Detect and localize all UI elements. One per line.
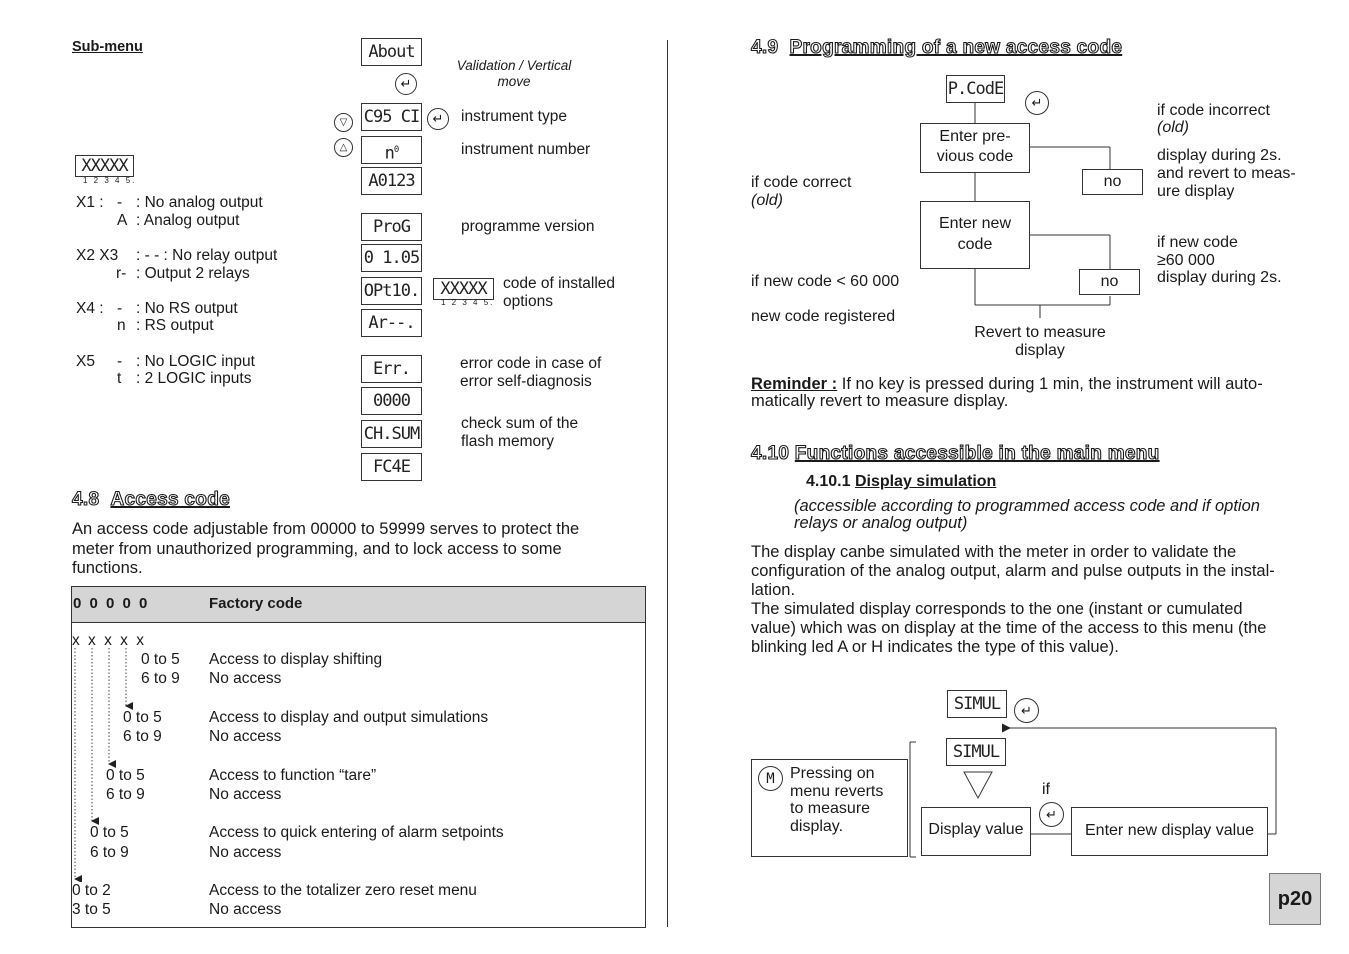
x23-b: r- (116, 265, 127, 282)
enter-previous-code-1: Enter pre- (939, 128, 1011, 145)
row3-range-1: 0 to 5 (106, 767, 145, 784)
row5-range-2: 3 to 5 (72, 901, 111, 918)
row1-desc-2: No access (209, 670, 282, 687)
err-desc-1: error code in case of (460, 355, 602, 372)
enter-key-icon: ↵ (1039, 802, 1064, 827)
section-410-body-3: lation. (751, 581, 796, 599)
lcd-ar: Ar--. (361, 309, 422, 337)
section-410-body-2: configuration of the analog output, alarm and pulse outputs in the instal- (751, 562, 1275, 580)
display-2s-2: and revert to meas- (1157, 165, 1296, 182)
row1-range-1: 0 to 5 (141, 651, 180, 668)
legend-code: XXXXX (75, 155, 134, 177)
enter-key-icon: ↵ (395, 73, 417, 95)
enter-new-code-2: code (957, 236, 993, 253)
if-new-ge-2: ≥60 000 (1157, 252, 1215, 269)
x1-b: A (117, 212, 128, 229)
lcd-instrument-number: $n^0$ (361, 136, 422, 164)
row4-range-1: 0 to 5 (90, 824, 129, 841)
lcd-zeros: 0000 (361, 387, 422, 415)
up-key-icon: △ (334, 138, 353, 157)
pressing-1: Pressing on (790, 765, 875, 782)
row4-desc-2: No access (209, 844, 282, 861)
enter-new-display-label: Enter new display value (1085, 822, 1254, 839)
display-value-label: Display value (928, 821, 1024, 838)
digit-marks: x x x x x (72, 632, 145, 649)
row5-desc-2: No access (209, 901, 282, 918)
old-2: (old) (751, 192, 784, 209)
section-410-body-5: value) which was on display at the time of the access to this menu (the (751, 619, 1267, 637)
lcd-instrument-type: C95 CI (361, 103, 422, 131)
row3-desc-1: Access to function “tare” (209, 767, 377, 784)
x1-b-desc: : Analog output (136, 212, 240, 229)
table-header-code: 0 0 0 0 0 (73, 595, 149, 612)
no-label-2: no (1100, 273, 1119, 290)
section-4101-note-1: (accessible according to programmed access code and if option (794, 497, 1260, 515)
options-digits: 1 2 3 4 5. (441, 298, 495, 307)
enter-new-code-1: Enter new (938, 215, 1012, 232)
instrument-type-label: instrument type (461, 108, 567, 125)
table-header (72, 587, 645, 623)
err-desc-2: error self-diagnosis (460, 373, 592, 390)
chsum-desc-1: check sum of the (461, 415, 579, 432)
row4-range-2: 6 to 9 (90, 844, 129, 861)
down-key-icon: ▽ (334, 113, 353, 132)
new-code-registered: new code registered (751, 308, 896, 325)
lcd-chsum: CH.SUM (361, 420, 422, 448)
section-48-body-1: An access code adjustable from 00000 to 59999 serves to protect the (72, 520, 580, 538)
section-4101-note-2: relays or analog output) (794, 514, 968, 532)
lcd-options: OPt10. (361, 277, 422, 305)
table-header-desc: Factory code (209, 595, 303, 612)
x23-a-desc: : - - : No relay output (136, 247, 278, 264)
pressing-3: to measure (790, 800, 871, 817)
enter-previous-code-2: vious code (936, 148, 1014, 165)
pressing-4: display. (790, 818, 844, 835)
section-49-heading: 4.9 Programming of a new access code (751, 37, 1123, 58)
no-label-1: no (1103, 173, 1122, 190)
x5-a: - (117, 353, 123, 370)
page-number-badge: p20 (1269, 873, 1321, 925)
row2-range-1: 0 to 5 (123, 709, 162, 726)
section-410-body-4: The simulated display corresponds to the one (instant or cumulated (751, 600, 1243, 618)
lcd-simul-2: SIMUL (946, 738, 1006, 766)
validation-note: Validation / Vertical move (456, 58, 572, 89)
revert-1: Revert to measure (974, 324, 1106, 341)
options-desc-2: options (503, 293, 553, 310)
lcd-err: Err. (361, 355, 422, 383)
revert-2: display (1015, 342, 1065, 359)
display-2s-1: display during 2s. (1157, 147, 1282, 164)
m-key-icon: M (758, 766, 783, 791)
if-label: if (1042, 781, 1050, 798)
x1-a: - (117, 194, 123, 211)
row5-desc-1: Access to the totalizer zero reset menu (209, 882, 477, 899)
x5-a-desc: : No LOGIC input (136, 353, 255, 370)
submenu-title: Sub-menu (72, 39, 143, 55)
x5-b: t (117, 370, 122, 387)
instrument-number-label: instrument number (461, 141, 591, 158)
page-divider (667, 40, 668, 927)
x23-b-desc: : Output 2 relays (136, 265, 250, 282)
section-48-heading: 4.8 Access code (72, 489, 230, 510)
x5-label: X5 (76, 353, 95, 370)
enter-key-icon: ↵ (1025, 91, 1049, 115)
lcd-version: 0 1.05 (361, 244, 422, 272)
if-code-correct: if code correct (751, 174, 852, 191)
row3-range-2: 6 to 9 (106, 786, 145, 803)
x4-label: X4 : (76, 300, 104, 317)
x4-a-desc: : No RS output (136, 300, 238, 317)
row1-range-2: 6 to 9 (141, 670, 180, 687)
display-2s-3: ure display (1157, 183, 1235, 200)
lcd-fc4e: FC4E (361, 453, 422, 481)
enter-new-code-box (920, 201, 1030, 269)
legend-digits: 1 2 3 4 5. (83, 176, 137, 185)
options-code: XXXXX (433, 278, 494, 300)
lcd-pcode: P.CodE (946, 75, 1005, 103)
programme-version-label: programme version (461, 218, 595, 235)
section-48-body-3: functions. (72, 559, 143, 577)
lcd-simul-1: SIMUL (947, 690, 1007, 718)
row3-desc-2: No access (209, 786, 282, 803)
options-desc-1: code of installed (503, 275, 616, 292)
chsum-desc-2: flash memory (461, 433, 555, 450)
reminder-1: Reminder : If no key is pressed during 1 min, the instrument will auto- (751, 375, 1263, 393)
lcd-prog: ProG (361, 213, 422, 241)
row2-range-2: 6 to 9 (123, 728, 162, 745)
if-new-lt: if new code < 60 000 (751, 273, 900, 290)
row5-range-1: 0 to 2 (72, 882, 111, 899)
if-code-incorrect: if code incorrect (1157, 102, 1270, 119)
reminder-2: matically revert to measure display. (751, 392, 1009, 410)
x23-label: X2 X3 (76, 247, 119, 264)
x1-a-desc: : No analog output (136, 194, 263, 211)
section-48-body-2: meter from unauthorized programming, and to lock access to some (72, 539, 562, 558)
x4-b-desc: : RS output (136, 317, 214, 334)
x4-a: - (117, 300, 123, 317)
if-new-ge-1: if new code (1157, 234, 1238, 251)
x4-b: n (117, 317, 126, 334)
section-410-body-6: blinking led A or H indicates the type of this value). (751, 638, 1119, 656)
row2-desc-2: No access (209, 728, 282, 745)
if-new-ge-3: display during 2s. (1157, 269, 1282, 286)
row2-desc-1: Access to display and output simulations (209, 709, 489, 726)
enter-key-icon: ↵ (427, 108, 449, 130)
lcd-about: About (361, 38, 422, 66)
lcd-a0123: A0123 (361, 167, 422, 195)
row4-desc-1: Access to quick entering of alarm setpoints (209, 824, 504, 841)
section-4101-heading: 4.10.1 Display simulation (806, 473, 997, 490)
access-code-table (71, 586, 646, 928)
pressing-2: menu reverts (790, 783, 884, 800)
old-1: (old) (1157, 119, 1190, 136)
x1-label: X1 : (76, 194, 104, 211)
section-410-heading: 4.10 Functions accessible in the main menu (751, 443, 1160, 464)
x5-b-desc: : 2 LOGIC inputs (136, 370, 252, 387)
enter-key-icon: ↵ (1014, 698, 1039, 723)
section-410-body-1: The display canbe simulated with the meter in order to validate the (751, 543, 1237, 561)
row1-desc-1: Access to display shifting (209, 651, 383, 668)
